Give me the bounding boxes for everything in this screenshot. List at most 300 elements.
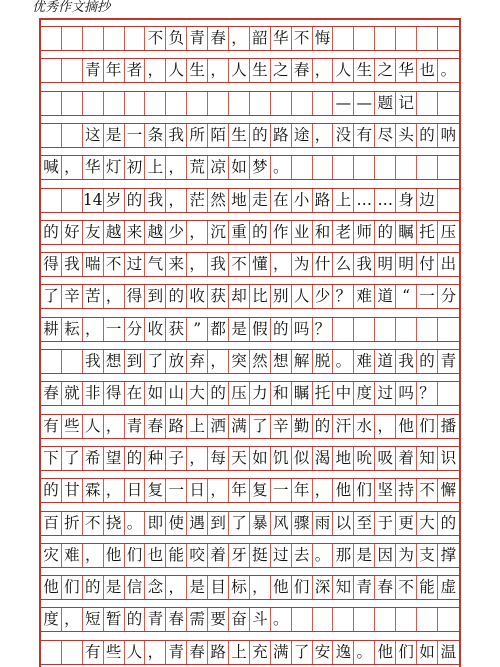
grid-cell: 安 (313, 641, 334, 664)
grid-cell: 他 (271, 576, 292, 599)
grid-cell: ， (62, 608, 83, 631)
grid-cell: 然 (208, 189, 229, 212)
grid-cell: 天 (229, 447, 250, 470)
grid-cell: 不 (417, 479, 438, 502)
grid-cell: 知 (417, 447, 438, 470)
grid-cell: 一 (166, 479, 187, 502)
grid-cell: 初 (125, 156, 146, 179)
grid-cell: 之 (375, 59, 396, 82)
grid-cell: 辛 (271, 415, 292, 438)
grid-cell: ， (313, 59, 334, 82)
grid-cell: 陌 (208, 124, 229, 147)
grid-cell: 撑 (440, 545, 457, 564)
grid-cell: 的 (41, 479, 62, 502)
grid-cell: 悔 (313, 27, 334, 50)
grid-cell (41, 92, 62, 115)
grid-cell: 为 (292, 253, 313, 276)
grid-cell: 他 (104, 544, 125, 567)
grid-cell: 标 (229, 576, 250, 599)
grid-cell: 着 (396, 447, 417, 470)
grid-cell: 人 (229, 59, 250, 82)
grid-cell: 华 (83, 156, 104, 179)
grid-cell: 了 (41, 285, 62, 308)
grid-cell: ， (208, 350, 229, 373)
grid-cell: 日 (187, 479, 208, 502)
grid-cell: 是 (187, 576, 208, 599)
grid-cell: 至 (354, 512, 375, 535)
grid-cell (125, 92, 146, 115)
grid-cell (62, 124, 83, 147)
grid-cell: 分 (125, 318, 146, 341)
grid-cell: 业 (292, 221, 313, 244)
grid-cell: 的 (125, 189, 146, 212)
grid-cell: 茫 (187, 189, 208, 212)
grid-cell: 头 (396, 124, 417, 147)
grid-row (41, 478, 459, 503)
grid-cell: 灯 (104, 156, 125, 179)
grid-cell: 在 (271, 189, 292, 212)
grid-cell: 日 (125, 479, 146, 502)
grid-cell: 能 (417, 576, 438, 599)
grid-cell (271, 92, 292, 115)
grid-cell: ？ (333, 285, 354, 308)
grid-cell: 苦 (83, 285, 104, 308)
grid-cell: 些 (104, 641, 125, 664)
grid-cell: 人 (125, 641, 146, 664)
grid-cell: 生 (250, 59, 271, 82)
grid-cell: 春 (208, 27, 229, 50)
grid-cell: 如 (417, 641, 438, 664)
grid-cell: 么 (333, 253, 354, 276)
grid-cell: 我 (354, 253, 375, 276)
grid-cell (438, 27, 459, 50)
grid-cell: 有 (83, 641, 104, 664)
grid-cell: 的 (250, 124, 271, 147)
grid-cell: 条 (145, 124, 166, 147)
grid-cell (313, 608, 334, 631)
grid-row (41, 91, 459, 116)
grid-cell: 挺 (250, 544, 271, 567)
grid-cell: — (354, 92, 375, 115)
grid-cell: 华 (271, 27, 292, 50)
grid-cell: 春 (187, 641, 208, 664)
grid-cell: 非 (83, 382, 104, 405)
grid-cell: 春 (145, 415, 166, 438)
grid-cell: 记 (396, 92, 417, 115)
grid-cell: 吮 (354, 447, 375, 470)
grid-cell (62, 92, 83, 115)
grid-cell: 了 (250, 415, 271, 438)
grid-cell: 我 (62, 253, 83, 276)
grid-cell: ， (166, 576, 187, 599)
grid-cell (417, 156, 438, 179)
grid-cell (438, 92, 459, 115)
grid-cell: 吗 (396, 382, 417, 405)
grid-row (41, 446, 459, 471)
grid-cell: 懈 (440, 481, 457, 500)
grid-cell: 是 (104, 124, 125, 147)
grid-cell: 要 (208, 608, 229, 631)
grid-cell: 人 (333, 59, 354, 82)
grid-cell: 和 (271, 382, 292, 405)
grid-cell (62, 189, 83, 212)
grid-cell: 凉 (208, 156, 229, 179)
grid-cell: 就 (62, 382, 83, 405)
grid-cell: 复 (250, 479, 271, 502)
grid-cell: 道 (375, 285, 396, 308)
grid-cell: ， (187, 221, 208, 244)
grid-cell: 不 (229, 253, 250, 276)
grid-row (41, 511, 459, 536)
grid-cell: 弃 (187, 350, 208, 373)
grid-cell (354, 608, 375, 631)
grid-cell (417, 318, 438, 341)
grid-cell: 望 (104, 447, 125, 470)
composition-grid-paper (39, 18, 461, 667)
grid-cell: “ (396, 285, 417, 308)
grid-cell: 深 (313, 576, 334, 599)
grid-cell: 青 (354, 576, 375, 599)
grid-cell: 出 (440, 255, 457, 274)
grid-cell: 上 (187, 415, 208, 438)
grid-cell: 暴 (250, 512, 271, 535)
grid-cell: ？ (417, 382, 438, 405)
grid-cell: 了 (292, 641, 313, 664)
grid-cell (333, 27, 354, 50)
grid-cell (41, 27, 62, 50)
grid-cell: ， (313, 479, 334, 502)
grid-cell: 不 (292, 27, 313, 50)
grid-cell: 的 (83, 576, 104, 599)
grid-cell (166, 92, 187, 115)
grid-cell: 那 (333, 544, 354, 567)
grid-cell: 他 (41, 576, 62, 599)
grid-cell: 的 (271, 318, 292, 341)
grid-cell: 每 (208, 447, 229, 470)
grid-cell: 却 (229, 285, 250, 308)
grid-cell: 分 (440, 287, 457, 306)
grid-cell: 都 (208, 318, 229, 341)
grid-cell (229, 92, 250, 115)
grid-cell: — (333, 92, 354, 115)
grid-cell (333, 318, 354, 341)
grid-cell: 获 (166, 318, 187, 341)
grid-cell: ， (166, 189, 187, 212)
grid-cell: 们 (292, 576, 313, 599)
grid-cell: 压 (440, 222, 457, 241)
grid-cell: 的 (208, 382, 229, 405)
grid-cell: 托 (313, 382, 334, 405)
grid-cell: 们 (396, 641, 417, 664)
grid-cell: 春 (166, 608, 187, 631)
grid-cell (375, 318, 396, 341)
grid-cell: 百 (41, 512, 62, 535)
grid-cell: 信 (125, 576, 146, 599)
grid-cell: 作 (271, 221, 292, 244)
grid-cell (125, 27, 146, 50)
grid-cell: 以 (333, 512, 354, 535)
grid-cell: 明 (396, 253, 417, 276)
grid-cell: 什 (313, 253, 334, 276)
grid-cell: 别 (271, 285, 292, 308)
grid-cell: 荒 (187, 156, 208, 179)
grid-cell: 念 (145, 576, 166, 599)
grid-cell (354, 156, 375, 179)
grid-cell: 山 (166, 382, 187, 405)
page-header: 优秀作文摘抄 (32, 0, 111, 15)
grid-cell: 突 (229, 350, 250, 373)
grid-cell (104, 27, 125, 50)
grid-cell (438, 318, 459, 341)
grid-row (41, 58, 459, 83)
grid-cell: 师 (354, 221, 375, 244)
grid-cell: 收 (187, 285, 208, 308)
grid-cell: 青 (166, 641, 187, 664)
grid-cell: 收 (145, 318, 166, 341)
grid-cell: 然 (250, 350, 271, 373)
grid-cell: 少 (313, 285, 334, 308)
grid-cell: 吗 (292, 318, 313, 341)
grid-row (41, 188, 459, 213)
grid-cell: 需 (187, 608, 208, 631)
grid-cell (250, 92, 271, 115)
grid-cell: 如 (229, 156, 250, 179)
grid-row (41, 155, 459, 180)
grid-cell (375, 608, 396, 631)
grid-cell: 的 (41, 221, 62, 244)
grid-cell: 吸 (375, 447, 396, 470)
grid-row (41, 284, 459, 309)
grid-cell: 得 (41, 253, 62, 276)
grid-cell: 比 (250, 285, 271, 308)
grid-cell: ， (104, 285, 125, 308)
grid-cell: 越 (104, 221, 125, 244)
grid-cell (292, 92, 313, 115)
grid-row (41, 640, 459, 665)
grid-cell (41, 124, 62, 147)
grid-cell: 知 (333, 576, 354, 599)
grid-cell (41, 189, 62, 212)
grid-row (41, 381, 459, 406)
grid-cell: 满 (229, 415, 250, 438)
grid-cell: 托 (417, 221, 438, 244)
grid-cell: 梦 (250, 156, 271, 179)
grid-cell: 的 (250, 221, 271, 244)
grid-cell: 者 (125, 59, 146, 82)
grid-cell: 途 (292, 124, 313, 147)
grid-cell: 身 (396, 189, 417, 212)
grid-cell: 喊 (41, 156, 62, 179)
grid-cell: 使 (166, 512, 187, 535)
grid-cell: 上 (229, 641, 250, 664)
grid-cell: 甘 (62, 479, 83, 502)
grid-cell: 脱 (313, 350, 334, 373)
grid-cell: 付 (417, 253, 438, 276)
grid-cell: 地 (229, 189, 250, 212)
grid-cell: 不 (145, 27, 166, 50)
grid-cell: ， (313, 124, 334, 147)
grid-cell: 霖 (83, 479, 104, 502)
grid-row (41, 575, 459, 600)
grid-cell: 不 (83, 512, 104, 535)
grid-cell: 路 (313, 189, 334, 212)
grid-cell: 好 (62, 221, 83, 244)
grid-cell: 了 (229, 512, 250, 535)
grid-cell (41, 350, 62, 373)
grid-cell: 春 (375, 576, 396, 599)
grid-cell (417, 608, 438, 631)
grid-cell: 他 (333, 479, 354, 502)
grid-cell: 能 (166, 544, 187, 567)
grid-cell: 力 (250, 382, 271, 405)
grid-cell (187, 92, 208, 115)
grid-cell: 懂 (250, 253, 271, 276)
grid-cell (62, 641, 83, 664)
grid-cell: ” (187, 318, 208, 341)
grid-row (41, 317, 459, 342)
grid-cell: 大 (417, 512, 438, 535)
grid-cell: ， (208, 479, 229, 502)
grid-cell: 有 (354, 124, 375, 147)
grid-cell: 瞩 (396, 221, 417, 244)
grid-cell (438, 382, 459, 405)
grid-cell: 播 (440, 416, 457, 435)
grid-cell: 辛 (62, 285, 83, 308)
grid-cell: 。 (271, 608, 292, 631)
grid-cell: 道 (375, 350, 396, 373)
grid-cell: 因 (375, 544, 396, 567)
grid-cell: 雨 (313, 512, 334, 535)
grid-cell: 是 (104, 576, 125, 599)
grid-cell (417, 92, 438, 115)
grid-cell: 路 (208, 641, 229, 664)
grid-cell: 到 (145, 285, 166, 308)
grid-cell: 年 (229, 479, 250, 502)
grid-cell (375, 156, 396, 179)
grid-cell: 想 (271, 350, 292, 373)
grid-cell: 折 (62, 512, 83, 535)
grid-cell: 的 (166, 285, 187, 308)
grid-cell: 咬 (187, 544, 208, 567)
grid-cell: 挠 (104, 512, 125, 535)
grid-cell: 有 (41, 415, 62, 438)
grid-cell: 人 (292, 285, 313, 308)
grid-cell: 瞩 (292, 382, 313, 405)
grid-cell: 难 (62, 544, 83, 567)
grid-cell: 们 (417, 415, 438, 438)
grid-cell: 解 (292, 350, 313, 373)
grid-cell: 度 (41, 608, 62, 631)
grid-cell: 也 (417, 59, 438, 82)
grid-cell: 坚 (375, 479, 396, 502)
grid-cell: 生 (229, 124, 250, 147)
grid-cell: 了 (145, 350, 166, 373)
grid-cell: ， (187, 253, 208, 276)
grid-cell: 的 (417, 350, 438, 373)
grid-cell: 耘 (62, 318, 83, 341)
grid-cell (417, 27, 438, 50)
grid-cell: ， (208, 59, 229, 82)
grid-cell: 于 (375, 512, 396, 535)
grid-cell: 我 (145, 189, 166, 212)
grid-cell: 温 (440, 642, 457, 661)
grid-cell: 生 (187, 59, 208, 82)
grid-cell: 地 (333, 447, 354, 470)
grid-cell (83, 92, 104, 115)
grid-cell (208, 92, 229, 115)
grid-cell (438, 608, 459, 631)
grid-row (41, 414, 459, 439)
grid-cell: 来 (125, 221, 146, 244)
grid-cell: 春 (41, 382, 62, 405)
grid-cell: ， (145, 59, 166, 82)
grid-cell: 们 (354, 479, 375, 502)
grid-cell: 风 (271, 512, 292, 535)
grid-cell: 的 (375, 221, 396, 244)
grid-cell: 人 (166, 59, 187, 82)
grid-cell: 更 (396, 512, 417, 535)
grid-cell: ， (250, 576, 271, 599)
grid-cell: 的 (313, 415, 334, 438)
grid-cell: 青 (440, 352, 457, 370)
grid-cell (83, 27, 104, 50)
grid-cell: 他 (396, 415, 417, 438)
grid-cell (438, 156, 459, 179)
grid-cell (313, 92, 334, 115)
grid-row (41, 349, 459, 374)
grid-cell: 所 (187, 124, 208, 147)
grid-row (41, 607, 459, 632)
grid-cell: 我 (83, 350, 104, 373)
grid-cell: 沉 (208, 221, 229, 244)
grid-cell (354, 318, 375, 341)
grid-cell: 他 (375, 641, 396, 664)
grid-cell: 不 (396, 576, 417, 599)
grid-cell: 即 (145, 512, 166, 535)
grid-cell: 放 (166, 350, 187, 373)
grid-cell: 过 (375, 382, 396, 405)
grid-cell: 是 (354, 544, 375, 567)
grid-cell: 走 (250, 189, 271, 212)
grid-cell: ， (187, 447, 208, 470)
grid-cell: 子 (166, 447, 187, 470)
grid-row (41, 220, 459, 245)
grid-cell: 们 (62, 576, 83, 599)
grid-cell: 的 (440, 513, 457, 532)
grid-cell: 我 (396, 350, 417, 373)
grid-cell: 上 (333, 189, 354, 212)
grid-cell: 洒 (208, 415, 229, 438)
grid-cell: 不 (104, 253, 125, 276)
grid-cell: 到 (125, 350, 146, 373)
grid-cell (41, 641, 62, 664)
grid-cell: 重 (229, 221, 250, 244)
grid-cell: 种 (145, 447, 166, 470)
grid-cell (313, 156, 334, 179)
grid-cell: 饥 (271, 447, 292, 470)
grid-cell: 路 (271, 124, 292, 147)
grid-cell: ， (229, 27, 250, 50)
grid-cell: 遇 (187, 512, 208, 535)
grid-cell (62, 59, 83, 82)
grid-cell: 获 (208, 285, 229, 308)
grid-cell: 边 (417, 189, 438, 212)
grid-cell: 们 (125, 544, 146, 567)
grid-cell (62, 350, 83, 373)
grid-cell: 中 (333, 382, 354, 405)
grid-cell: 为 (396, 544, 417, 567)
grid-cell: 华 (396, 59, 417, 82)
